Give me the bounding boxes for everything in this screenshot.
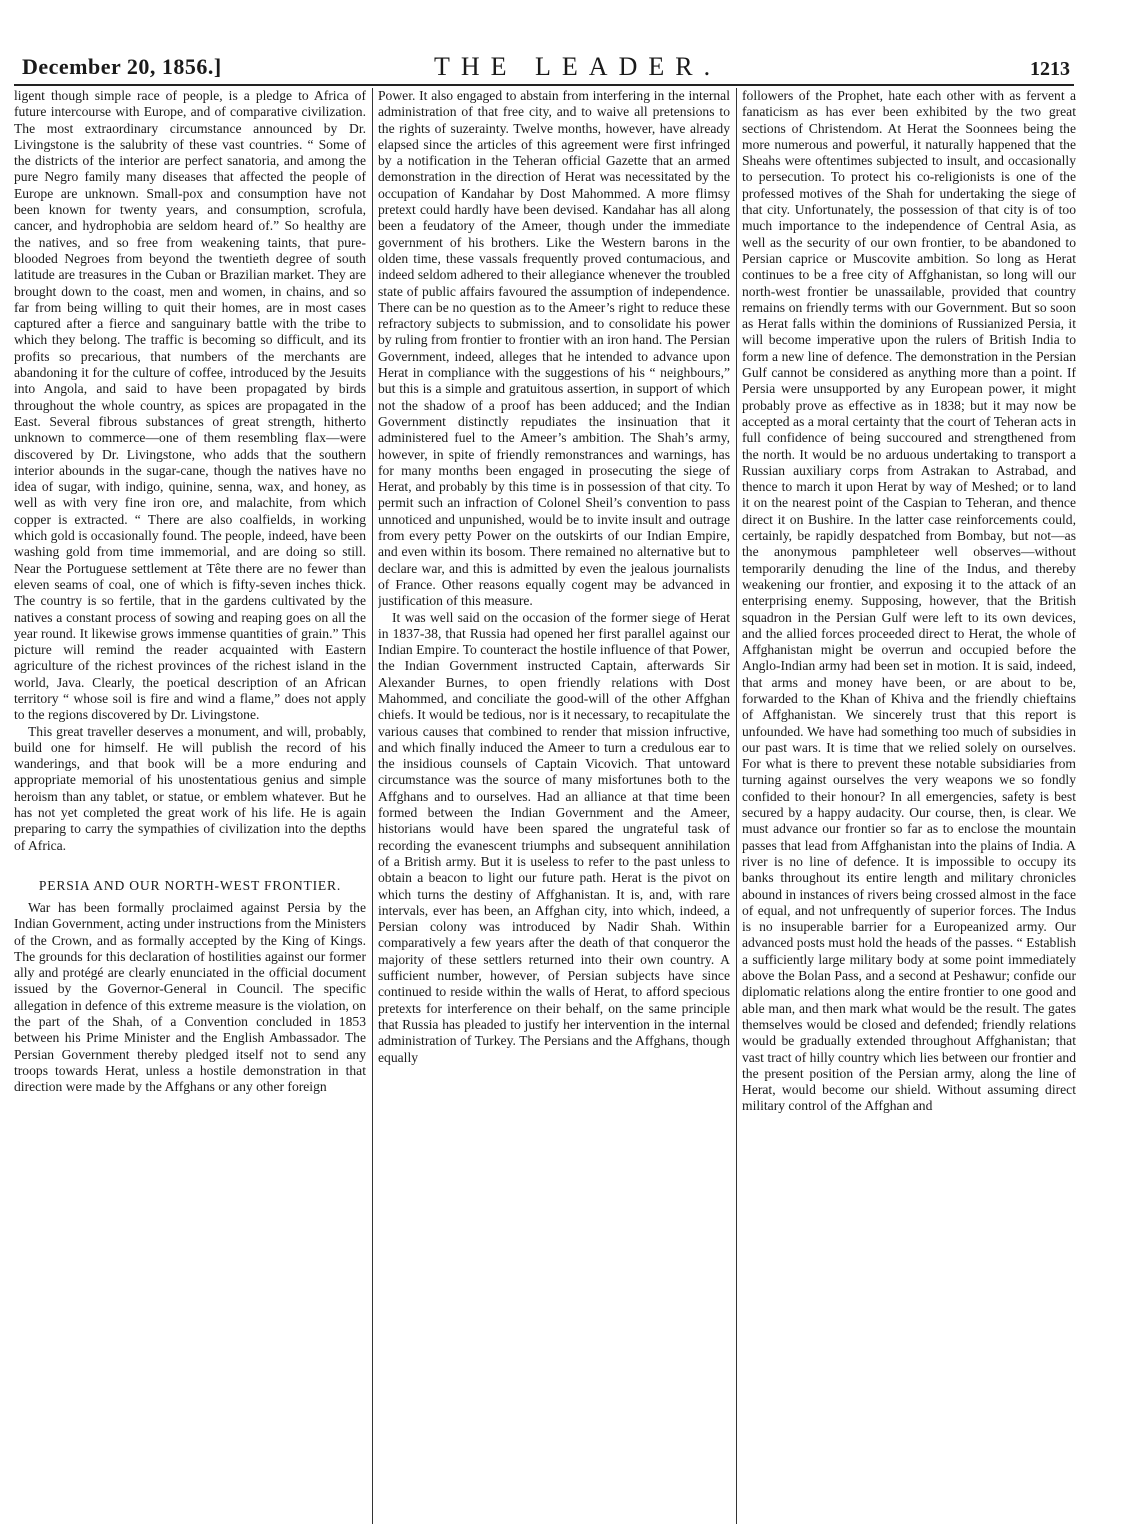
livingstone-paragraph-1: ligent though simple race of people, is a pledge to Africa of future intercourse with Europe, and of comparative civilization. The most extraordinary circumstance announced by Dr. Livingstone is the salubrity of these vast countries. “ Some of the districts of the interior are perfect sanatoria, and among the pure Negro family many diseases that affected the people of Europe are unknown. Small-pox and consumption have not been known for twenty years, and consumption, scrofula, cancer, and hydrophobia are seldom heard of.” So healthy are the natives, and so free from weakening taints, that pure-blooded Negroes from beyond the twentieth degree of south latitude are treasures in the Cuban or Brazilian market. They are brought down to the coast, men and women, in chains, and so far from being willing to quit their homes, are in most cases captured after a fierce and sanguinary battle with the tribe to which they belong. The traffic is becoming so difficult, and its profits so precarious, that numbers of the merchants are abandoning it for the culture of coffee, introduced by the Jesuits into Angola, and said to have been propagated by birds throughout the whole country, as spices are propagated in the East. Several fibrous substances of great strength, hitherto unknown to commerce—one of them resembling flax—were discovered by Dr. Livingstone, who adds that the southern interior abounds in the sugar-cane, though the natives have no idea of sugar, with indigo, quinine, senna, wax, and honey, as well as with very fine iron ore, and malachite, from which copper is extracted. “ There are also coalfields, in working which gold is occasionally found. The people, indeed, have been washing gold from time immemorial, and are doing so still. Near the Portuguese settlement at Tête there are no fewer than eleven seams of coal, one of which is fifty-seven inches thick. The country is so fertile, that in the gardens cultivated by the natives a constant process of sowing and reaping goes on all the year round. It likewise grows immense quantities of grain.” This picture will remind the reader acquainted with Eastern agriculture of the richest provinces of the richest island in the world, Java. Clearly, the poetical description of an African territory “ whose soil is fire and wind a flame,” does not apply to the regions discovered by Dr. Livingstone. [14,88,366,723]
masthead-rule [14,84,1074,86]
column-divider-2 [736,88,737,1524]
article-heading: PERSIA AND OUR NORTH-WEST FRONTIER. [38,877,342,893]
livingstone-paragraph-2: This great traveller deserves a monument, and will, probably, build one for himself. He will publish the record of his wanderings, and that book will be a more enduring and appropriate memorial of his unostentatious genius and simple heroism than any tablet, or statue, or emblem whatever. But he has not yet completed the great work of his life. He is again preparing to carry the sympathies of civilization into the depths of Africa. [14,723,366,853]
column-2 [378,88,730,1524]
newspaper-title: THE LEADER. [434,52,722,81]
page-number: 1213 [1030,58,1070,80]
column-1 [14,88,366,1524]
persia-paragraph-2: Power. It also engaged to abstain from interfering in the internal administration of that free city, and to waive all pretensions to the rights of suzerainty. Twelve months, however, have already elapsed since the articles of this agreement were first infringed by a notification in the Teheran official Gazette that an armed demonstration in the direction of Herat was necessitated by the occupation of Kandahar by Dost Mahommed. A more flimsy pretext could hardly have been devised. Kandahar has all along been a feudatory of the Ameer, though under the immediate government of his brothers. Like the Western barons in the olden time, these vassals frequently proved contumacious, and indeed seldom adhered to their allegiance whenever the troubled state of public affairs favoured the assumption of independence. There can be no question as to the Ameer’s right to reduce these refractory subjects to submission, and to consolidate his power by ruling from frontier to frontier with an iron hand. The Persian Government, indeed, alleges that he intended to advance upon Herat in compliance with the suggestions of his “ neighbours,” but this is a simple and gratuitous assertion, in support of which not the shadow of a proof has been adduced; and the Indian Government distinctly repudiates the insinuation that it administered fuel to the Ameer’s ambition. The Shah’s army, however, in spite of friendly remonstrances and warnings, has for many months been engaged in prosecuting the siege of Herat, and probably by this time is in possession of that city. To permit such an infraction of Colonel Sheil’s convention to pass unnoticed and unpunished, would be to invite insult and outrage from every petty Power on the outskirts of our Indian Empire, and even within its bosom. There remained no alternative but to declare war, and this is admitted by even the jealous journalists of France. Other reasons equally cogent may be advanced in justification of this measure. [378,88,730,609]
persia-paragraph-3: It was well said on the occasion of the former siege of Herat in 1837-38, that Russia had opened her first parallel against our Indian Empire. To counteract the hostile influence of that Power, the Indian Government instructed Captain, afterwards Sir Alexander Burnes, to open friendly relations with Dost Mahommed, and conciliate the good-will of the other Affghan chiefs. It would be tedious, nor is it necessary, to recapitulate the various causes that combined to render that mission infructive, and which finally induced the Ameer to turn a credulous ear to the insidious counsels of Captain Vicovich. That untoward circumstance was the source of many misfortunes both to the Affghans and to ourselves. Had an alliance at that time been formed between the Indian Government and the Ameer, historians would have been spared the ungrateful task of recording the evanescent triumphs and subsequent annihilation of a British army. But it is useless to refer to the past unless to obtain a beacon to light our future path. Herat is the pivot on which turns the destiny of Affghanistan. It is, and, with rare intervals, ever has been, an Affghan city, into which, indeed, a Persian colony was introduced by Nadir Shah. Within comparatively a few years after the death of that conqueror the majority of these settlers returned into their own country. A sufficient number, however, of Persian subjects have since continued to reside within the walls of Herat, to afford specious pretexts for interference on their behalf, on the same principle that Russia has pleaded to justify her intervention in the internal administration of Turkey. The Persians and the Affghans, though equally [378,609,730,1065]
persia-paragraph-4: followers of the Prophet, hate each other with as fervent a fanaticism as has ever been exhibited by the two great sections of Christendom. At Herat the Soonnees being the more numerous and powerful, it naturally happened that the Sheahs were oftentimes subjected to insult, and occasionally to persecution. To protect his co-religionists is one of the professed motives of the Shah for undertaking the siege of that city. Unfortunately, the possession of that city is of too much importance to the independence of Central Asia, as well as the security of our own frontier, to be abandoned to Persian caprice or Muscovite ambition. So long as Herat continues to be a free city of Affghanistan, so long will our north-west frontier be unassailable, provided that country remains on friendly terms with our Government. But so soon as Herat falls within the dominions of Russianized Persia, it will become imperative upon the rulers of British India to form a new line of defence. The demonstration in the Persian Gulf cannot be considered as anything more than a point. If Persia were unsupported by any European power, it might probably prove as effective as in 1838; but it may now be accepted as a moral certainty that the court of Teheran acts in full confidence of being succoured and strengthened from the north. It would be no arduous undertaking to transport a Russian auxiliary corps from Astrakan to Astrabad, and thence to march it upon Herat by way of Meshed; or to land it on the nearest point of the Caspian to Teheran, and thence direct it on Bushire. In the latter case reinforcements could, certainly, be rapidly despatched from Bombay, but not—as the anonymous pamphleteer well observes—without temporarily denuding the line of the Indus, and thereby weakening our frontier, and exposing it to the attack of an enterprising enemy. Supposing, however, that the British squadron in the Persian Gulf were left to its own devices, and the allied forces proceeded direct to Herat, the whole of Affghanistan might be overrun and occupied before the Anglo-Indian army had been set in motion. It is said, indeed, that arms and money have been, or are about to be, forwarded to the Khan of Khiva and the friendly chieftains of Affghanistan. We sincerely trust that this report is unfounded. We have had something too much of subsidies in our past wars. It is time that we relied solely on ourselves. For what is there to prevent these notable subsidiaries from turning against ourselves the very weapons we so fondly confided to their honour? In all emergencies, safety is best secured by a happy audacity. Our course, then, is clear. We must advance our frontier so far as to enclose the mountain passes that lead from Affghanistan into the plains of India. A river is no line of defence. It is impossible to occupy its banks throughout its entire length and military chronicles abound in instances of rivers being crossed almost in the face of equal, and not unfrequently of superior forces. The Indus is no insuperable barrier for a Europeanized army. Our advanced posts must hold the heads of the passes. “ Establish a sufficiently large military body at some point immediately above the Bolan Pass, and a second at Peshawur; confide our diplomatic relations along the entire frontier to one good and able man, and then mark what would be the result. The gates themselves would be closed and defended; friendly relations would be gradually extended throughout Affghanistan; that vast tract of hilly country which lies between our frontier and the present position of the Persian army, along the line of Herat, would become our shield. Without assuming direct military control of the Affghan and [742,88,1076,1114]
article-columns [14,88,1076,1524]
persia-paragraph-1: War has been formally proclaimed against Persia by the Indian Government, acting under instructions from the Ministers of the Crown, and as formally accepted by the King of Kings. The grounds for this declaration of hostilities against our former ally and protégé are clearly enunciated in the official document issued by the Governor-General in Council. The specific allegation in defence of this extreme measure is the violation, on the part of the Shah, of a Convention concluded in 1853 between his Prime Minister and the English Ambassador. The Persian Government thereby pledged itself not to send any troops towards Herat, unless a hostile demonstration in that direction were made by the Affghans or any other foreign [14,899,366,1095]
issue-date: December 20, 1856.] [22,54,222,79]
column-3 [742,88,1076,1524]
masthead [14,50,1074,86]
column-divider-1 [372,88,373,1524]
